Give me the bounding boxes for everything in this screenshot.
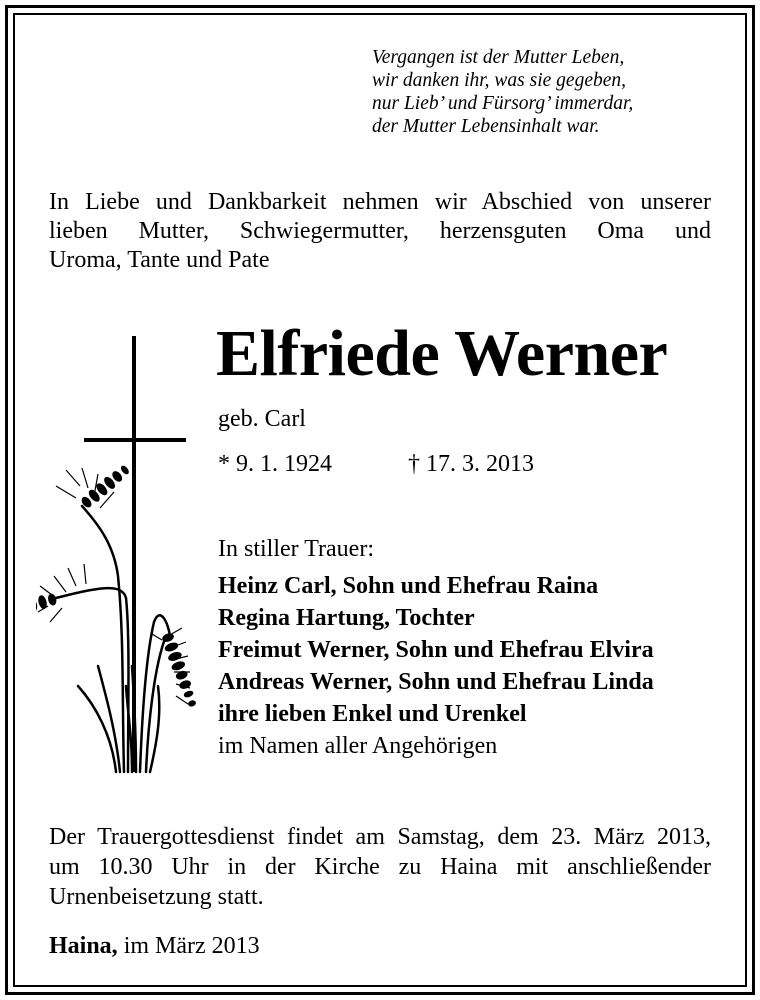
poem-line: Vergangen ist der Mutter Leben, <box>372 47 625 68</box>
death-date: † 17. 3. 2013 <box>408 451 534 477</box>
poem-line: wir danken ihr, was sie gegeben, <box>372 70 627 91</box>
mourners-closing: im Namen aller Angehörigen <box>218 733 498 759</box>
mourner: Andreas Werner, Sohn und Ehefrau Linda <box>218 669 654 695</box>
intro-line: lieben Mutter, Schwiegermutter, herzensguten Oma und <box>49 218 711 244</box>
service-line: Urnenbeisetzung statt. <box>49 884 264 910</box>
mourning-label: In stiller Trauer: <box>218 536 374 562</box>
poem-line: nur Lieb’ und Fürsorg’ immerdar, <box>372 93 634 114</box>
memorial-poem <box>372 46 633 138</box>
place-and-date <box>49 932 260 960</box>
birth-date: * 9. 1. 1924 <box>218 451 332 477</box>
birth-name: geb. Carl <box>218 406 306 432</box>
service-info <box>49 822 711 912</box>
mourner: Heinz Carl, Sohn und Ehefrau Raina <box>218 573 599 599</box>
intro-line: In Liebe und Dankbarkeit nehmen wir Abschied von unserer <box>49 189 711 215</box>
mourner: ihre lieben Enkel und Urenkel <box>218 701 527 727</box>
place-town: Haina, <box>49 933 118 959</box>
service-line: um 10.30 Uhr in der Kirche zu Haina mit anschließender <box>49 854 711 880</box>
intro-line: Uroma, Tante und Pate <box>49 247 270 273</box>
poem-line: der Mutter Lebensinhalt war. <box>372 116 600 137</box>
service-line: Der Trauergottesdienst findet am Samstag, dem 23. März 2013, <box>49 824 711 850</box>
life-dates <box>218 450 534 478</box>
intro-text <box>49 188 711 275</box>
deceased-name: Elfriede Werner <box>216 317 668 390</box>
mourner: Regina Hartung, Tochter <box>218 605 475 631</box>
mourners-list <box>218 570 654 762</box>
place-date: im März 2013 <box>123 933 260 959</box>
mourner: Freimut Werner, Sohn und Ehefrau Elvira <box>218 637 654 663</box>
cross-and-wheat-icon <box>36 336 196 776</box>
